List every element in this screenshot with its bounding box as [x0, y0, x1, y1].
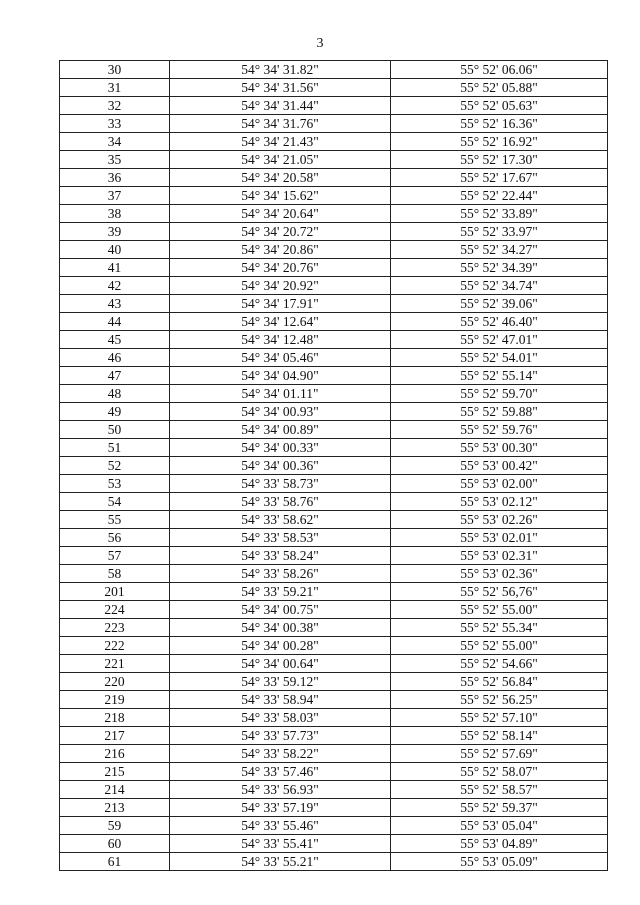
- table-row: [60, 259, 608, 277]
- longitude-cell: 55° 52' 59.37": [391, 799, 608, 817]
- table-row: [60, 529, 608, 547]
- longitude-cell: 55° 52' 17.30": [391, 151, 608, 169]
- latitude-cell: 54° 34' 20.86": [170, 241, 391, 259]
- point-number-cell: 32: [60, 97, 170, 115]
- table-row: [60, 295, 608, 313]
- latitude-cell: 54° 34' 21.05": [170, 151, 391, 169]
- longitude-cell: 55° 53' 05.09": [391, 853, 608, 871]
- latitude-cell: 54° 34' 04.90": [170, 367, 391, 385]
- longitude-cell: 55° 52' 06.06": [391, 61, 608, 79]
- longitude-cell: 55° 53' 02.26": [391, 511, 608, 529]
- latitude-cell: 54° 33' 59.21": [170, 583, 391, 601]
- point-number-cell: 46: [60, 349, 170, 367]
- longitude-cell: 55° 52' 34.74": [391, 277, 608, 295]
- latitude-cell: 54° 33' 58.03": [170, 709, 391, 727]
- latitude-cell: 54° 33' 59.12": [170, 673, 391, 691]
- latitude-cell: 54° 34' 20.76": [170, 259, 391, 277]
- longitude-cell: 55° 53' 02.00": [391, 475, 608, 493]
- longitude-cell: 55° 52' 56.25": [391, 691, 608, 709]
- table-row: [60, 223, 608, 241]
- point-number-cell: 58: [60, 565, 170, 583]
- longitude-cell: 55° 52' 58.07": [391, 763, 608, 781]
- table-row: [60, 97, 608, 115]
- longitude-cell: 55° 53' 00.42": [391, 457, 608, 475]
- point-number-cell: 40: [60, 241, 170, 259]
- longitude-cell: 55° 52' 59.70": [391, 385, 608, 403]
- point-number-cell: 54: [60, 493, 170, 511]
- table-row: [60, 835, 608, 853]
- latitude-cell: 54° 33' 58.76": [170, 493, 391, 511]
- table-row: [60, 115, 608, 133]
- point-number-cell: 53: [60, 475, 170, 493]
- table-row: [60, 493, 608, 511]
- longitude-cell: 55° 52' 34.39": [391, 259, 608, 277]
- point-number-cell: 38: [60, 205, 170, 223]
- latitude-cell: 54° 34' 31.44": [170, 97, 391, 115]
- point-number-cell: 215: [60, 763, 170, 781]
- longitude-cell: 55° 53' 05.04": [391, 817, 608, 835]
- latitude-cell: 54° 34' 01.11": [170, 385, 391, 403]
- latitude-cell: 54° 34' 00.93": [170, 403, 391, 421]
- table-row: [60, 367, 608, 385]
- point-number-cell: 47: [60, 367, 170, 385]
- table-row: [60, 331, 608, 349]
- table-row: [60, 565, 608, 583]
- longitude-cell: 55° 52' 34.27": [391, 241, 608, 259]
- table-row: [60, 511, 608, 529]
- longitude-cell: 55° 53' 02.01": [391, 529, 608, 547]
- longitude-cell: 55° 52' 39.06": [391, 295, 608, 313]
- latitude-cell: 54° 34' 00.64": [170, 655, 391, 673]
- table-row: [60, 637, 608, 655]
- table-row: [60, 673, 608, 691]
- point-number-cell: 45: [60, 331, 170, 349]
- latitude-cell: 54° 33' 58.26": [170, 565, 391, 583]
- point-number-cell: 36: [60, 169, 170, 187]
- table-row: [60, 763, 608, 781]
- table-row: [60, 313, 608, 331]
- table-row: [60, 277, 608, 295]
- table-row: [60, 349, 608, 367]
- latitude-cell: 54° 34' 31.56": [170, 79, 391, 97]
- longitude-cell: 55° 52' 57.10": [391, 709, 608, 727]
- latitude-cell: 54° 33' 58.94": [170, 691, 391, 709]
- longitude-cell: 55° 52' 22.44": [391, 187, 608, 205]
- point-number-cell: 52: [60, 457, 170, 475]
- point-number-cell: 55: [60, 511, 170, 529]
- latitude-cell: 54° 33' 57.46": [170, 763, 391, 781]
- point-number-cell: 48: [60, 385, 170, 403]
- longitude-cell: 55° 52' 58.57": [391, 781, 608, 799]
- latitude-cell: 54° 33' 55.21": [170, 853, 391, 871]
- table-row: [60, 421, 608, 439]
- point-number-cell: 31: [60, 79, 170, 97]
- latitude-cell: 54° 34' 31.76": [170, 115, 391, 133]
- table-row: [60, 79, 608, 97]
- table-row: [60, 457, 608, 475]
- table-row: [60, 133, 608, 151]
- table-row: [60, 205, 608, 223]
- point-number-cell: 201: [60, 583, 170, 601]
- point-number-cell: 214: [60, 781, 170, 799]
- table-row: [60, 385, 608, 403]
- point-number-cell: 44: [60, 313, 170, 331]
- latitude-cell: 54° 33' 56.93": [170, 781, 391, 799]
- point-number-cell: 224: [60, 601, 170, 619]
- longitude-cell: 55° 53' 02.12": [391, 493, 608, 511]
- longitude-cell: 55° 52' 46.40": [391, 313, 608, 331]
- latitude-cell: 54° 34' 15.62": [170, 187, 391, 205]
- latitude-cell: 54° 34' 20.58": [170, 169, 391, 187]
- table-row: [60, 853, 608, 871]
- point-number-cell: 50: [60, 421, 170, 439]
- latitude-cell: 54° 34' 17.91": [170, 295, 391, 313]
- longitude-cell: 55° 52' 59.76": [391, 421, 608, 439]
- longitude-cell: 55° 52' 16.36": [391, 115, 608, 133]
- point-number-cell: 42: [60, 277, 170, 295]
- latitude-cell: 54° 34' 21.43": [170, 133, 391, 151]
- longitude-cell: 55° 52' 59.88": [391, 403, 608, 421]
- latitude-cell: 54° 34' 20.72": [170, 223, 391, 241]
- latitude-cell: 54° 34' 05.46": [170, 349, 391, 367]
- point-number-cell: 39: [60, 223, 170, 241]
- coordinates-table-body: [60, 61, 608, 871]
- table-row: [60, 781, 608, 799]
- point-number-cell: 216: [60, 745, 170, 763]
- table-row: [60, 799, 608, 817]
- longitude-cell: 55° 53' 04.89": [391, 835, 608, 853]
- longitude-cell: 55° 52' 55.00": [391, 601, 608, 619]
- longitude-cell: 55° 52' 05.88": [391, 79, 608, 97]
- longitude-cell: 55° 52' 55.14": [391, 367, 608, 385]
- point-number-cell: 217: [60, 727, 170, 745]
- longitude-cell: 55° 53' 02.36": [391, 565, 608, 583]
- longitude-cell: 55° 52' 33.89": [391, 205, 608, 223]
- latitude-cell: 54° 33' 57.73": [170, 727, 391, 745]
- point-number-cell: 41: [60, 259, 170, 277]
- page-number: 3: [316, 36, 324, 51]
- longitude-cell: 55° 52' 33.97": [391, 223, 608, 241]
- point-number-cell: 213: [60, 799, 170, 817]
- point-number-cell: 60: [60, 835, 170, 853]
- table-row: [60, 619, 608, 637]
- latitude-cell: 54° 34' 31.82": [170, 61, 391, 79]
- longitude-cell: 55° 52' 57.69": [391, 745, 608, 763]
- table-row: [60, 61, 608, 79]
- table-row: [60, 151, 608, 169]
- table-row: [60, 403, 608, 421]
- table-row: [60, 817, 608, 835]
- latitude-cell: 54° 34' 00.89": [170, 421, 391, 439]
- table-row: [60, 691, 608, 709]
- table-row: [60, 655, 608, 673]
- longitude-cell: 55° 52' 55.00": [391, 637, 608, 655]
- longitude-cell: 55° 52' 05.63": [391, 97, 608, 115]
- coordinates-table: [59, 60, 608, 871]
- longitude-cell: 55° 52' 54.01": [391, 349, 608, 367]
- latitude-cell: 54° 34' 00.28": [170, 637, 391, 655]
- latitude-cell: 54° 34' 00.38": [170, 619, 391, 637]
- point-number-cell: 57: [60, 547, 170, 565]
- latitude-cell: 54° 33' 55.46": [170, 817, 391, 835]
- longitude-cell: 55° 52' 16.92": [391, 133, 608, 151]
- table-row: [60, 601, 608, 619]
- point-number-cell: 51: [60, 439, 170, 457]
- table-row: [60, 241, 608, 259]
- table-row: [60, 583, 608, 601]
- point-number-cell: 37: [60, 187, 170, 205]
- point-number-cell: 49: [60, 403, 170, 421]
- table-row: [60, 187, 608, 205]
- point-number-cell: 33: [60, 115, 170, 133]
- latitude-cell: 54° 33' 58.62": [170, 511, 391, 529]
- table-row: [60, 169, 608, 187]
- longitude-cell: 55° 52' 55.34": [391, 619, 608, 637]
- latitude-cell: 54° 33' 58.24": [170, 547, 391, 565]
- point-number-cell: 59: [60, 817, 170, 835]
- point-number-cell: 56: [60, 529, 170, 547]
- longitude-cell: 55° 52' 54.66": [391, 655, 608, 673]
- latitude-cell: 54° 33' 55.41": [170, 835, 391, 853]
- point-number-cell: 35: [60, 151, 170, 169]
- latitude-cell: 54° 34' 12.48": [170, 331, 391, 349]
- point-number-cell: 219: [60, 691, 170, 709]
- table-row: [60, 439, 608, 457]
- latitude-cell: 54° 34' 00.33": [170, 439, 391, 457]
- point-number-cell: 34: [60, 133, 170, 151]
- point-number-cell: 43: [60, 295, 170, 313]
- latitude-cell: 54° 33' 58.22": [170, 745, 391, 763]
- point-number-cell: 220: [60, 673, 170, 691]
- longitude-cell: 55° 52' 56,76": [391, 583, 608, 601]
- latitude-cell: 54° 34' 00.75": [170, 601, 391, 619]
- latitude-cell: 54° 33' 57.19": [170, 799, 391, 817]
- table-row: [60, 547, 608, 565]
- point-number-cell: 222: [60, 637, 170, 655]
- latitude-cell: 54° 34' 20.92": [170, 277, 391, 295]
- point-number-cell: 61: [60, 853, 170, 871]
- latitude-cell: 54° 34' 20.64": [170, 205, 391, 223]
- point-number-cell: 218: [60, 709, 170, 727]
- longitude-cell: 55° 53' 00.30": [391, 439, 608, 457]
- table-row: [60, 727, 608, 745]
- latitude-cell: 54° 34' 00.36": [170, 457, 391, 475]
- point-number-cell: 221: [60, 655, 170, 673]
- point-number-cell: 223: [60, 619, 170, 637]
- longitude-cell: 55° 52' 58.14": [391, 727, 608, 745]
- table-row: [60, 709, 608, 727]
- latitude-cell: 54° 33' 58.53": [170, 529, 391, 547]
- longitude-cell: 55° 53' 02.31": [391, 547, 608, 565]
- longitude-cell: 55° 52' 17.67": [391, 169, 608, 187]
- longitude-cell: 55° 52' 56.84": [391, 673, 608, 691]
- point-number-cell: 30: [60, 61, 170, 79]
- table-row: [60, 475, 608, 493]
- latitude-cell: 54° 33' 58.73": [170, 475, 391, 493]
- table-row: [60, 745, 608, 763]
- longitude-cell: 55° 52' 47.01": [391, 331, 608, 349]
- latitude-cell: 54° 34' 12.64": [170, 313, 391, 331]
